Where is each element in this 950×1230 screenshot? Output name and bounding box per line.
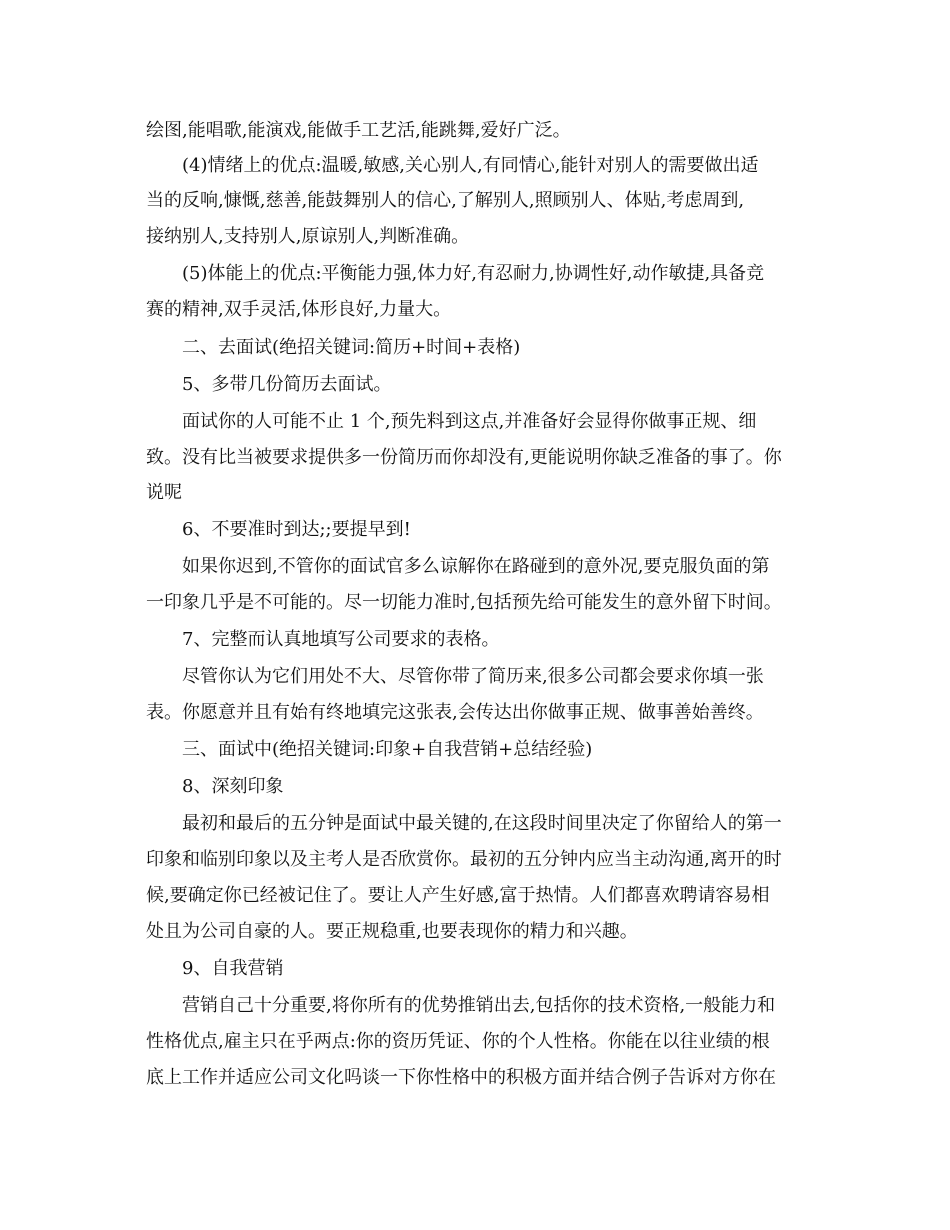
- text-line: (4)情绪上的优点:温暖,敏感,关心别人,有同情心,能针对别人的需要做出适: [182, 155, 759, 176]
- text-line: 最初和最后的五分钟是面试中最关键的,在这段时间里决定了你留给人的第一: [182, 813, 782, 834]
- text-line: 说呢: [146, 482, 182, 503]
- text-line: 致。没有比当被要求提供多一份简历而你却没有,更能说明你缺乏准备的事了。你: [146, 447, 782, 468]
- section-heading: 三、面试中(绝招关键词:印象+自我营销+总结经验): [182, 739, 593, 760]
- text-line: 尽管你认为它们用处不大、尽管你带了简历来,很多公司都会要求你填一张: [182, 666, 764, 687]
- text-line: 印象和临别印象以及主考人是否欣赏你。最初的五分钟内应当主动沟通,离开的时: [146, 849, 782, 870]
- text-line: 营销自己十分重要,将你所有的优势推销出去,包括你的技术资格,一般能力和: [182, 995, 776, 1016]
- item-heading: 5、多带几份简历去面试。: [182, 374, 392, 395]
- text-line: 如果你迟到,不管你的面试官多么谅解你在路碰到的意外况,要克服负面的第: [182, 556, 770, 577]
- text-line: 接纳别人,支持别人,原谅别人,判断准确。: [146, 226, 470, 247]
- text-line: 一印象几乎是不可能的。尽一切能力准时,包括预先给可能发生的意外留下时间。: [146, 592, 782, 613]
- text-line: 性格优点,雇主只在乎两点:你的资历凭证、你的个人性格。你能在以往业绩的根: [146, 1031, 770, 1052]
- item-heading: 6、不要准时到达;;要提早到!: [182, 519, 411, 540]
- text-line: 处且为公司自豪的人。要正规稳重,也要表现你的精力和兴趣。: [146, 921, 638, 942]
- text-line: 绘图,能唱歌,能演戏,能做手工艺活,能跳舞,爱好广泛。: [146, 120, 571, 141]
- section-heading: 二、去面试(绝招关键词:简历+时间+表格): [182, 337, 521, 358]
- text-line: 当的反响,慷慨,慈善,能鼓舞别人的信心,了解别人,照顾别人、体贴,考虑周到,: [146, 190, 745, 211]
- text-line: 底上工作并适应公司文化吗谈一下你性格中的积极方面并结合例子告诉对方你在: [146, 1067, 776, 1088]
- text-line: (5)体能上的优点:平衡能力强,体力好,有忍耐力,协调性好,动作敏捷,具备竞: [182, 263, 765, 284]
- text-line: 表。你愿意并且有始有终地填完这张表,会传达出你做事正规、做事善始善终。: [146, 702, 764, 723]
- item-heading: 7、完整而认真地填写公司要求的表格。: [182, 629, 500, 650]
- item-heading: 8、深刻印象: [182, 776, 284, 797]
- text-line: 赛的精神,双手灵活,体形良好,力量大。: [146, 299, 452, 320]
- text-line: 候,要确定你已经被记住了。要让人产生好感,富于热情。人们都喜欢聘请容易相: [146, 885, 770, 906]
- text-line: 面试你的人可能不止 1 个,预先料到这点,并准备好会显得你做事正规、细: [182, 411, 757, 432]
- item-heading: 9、自我营销: [182, 958, 284, 979]
